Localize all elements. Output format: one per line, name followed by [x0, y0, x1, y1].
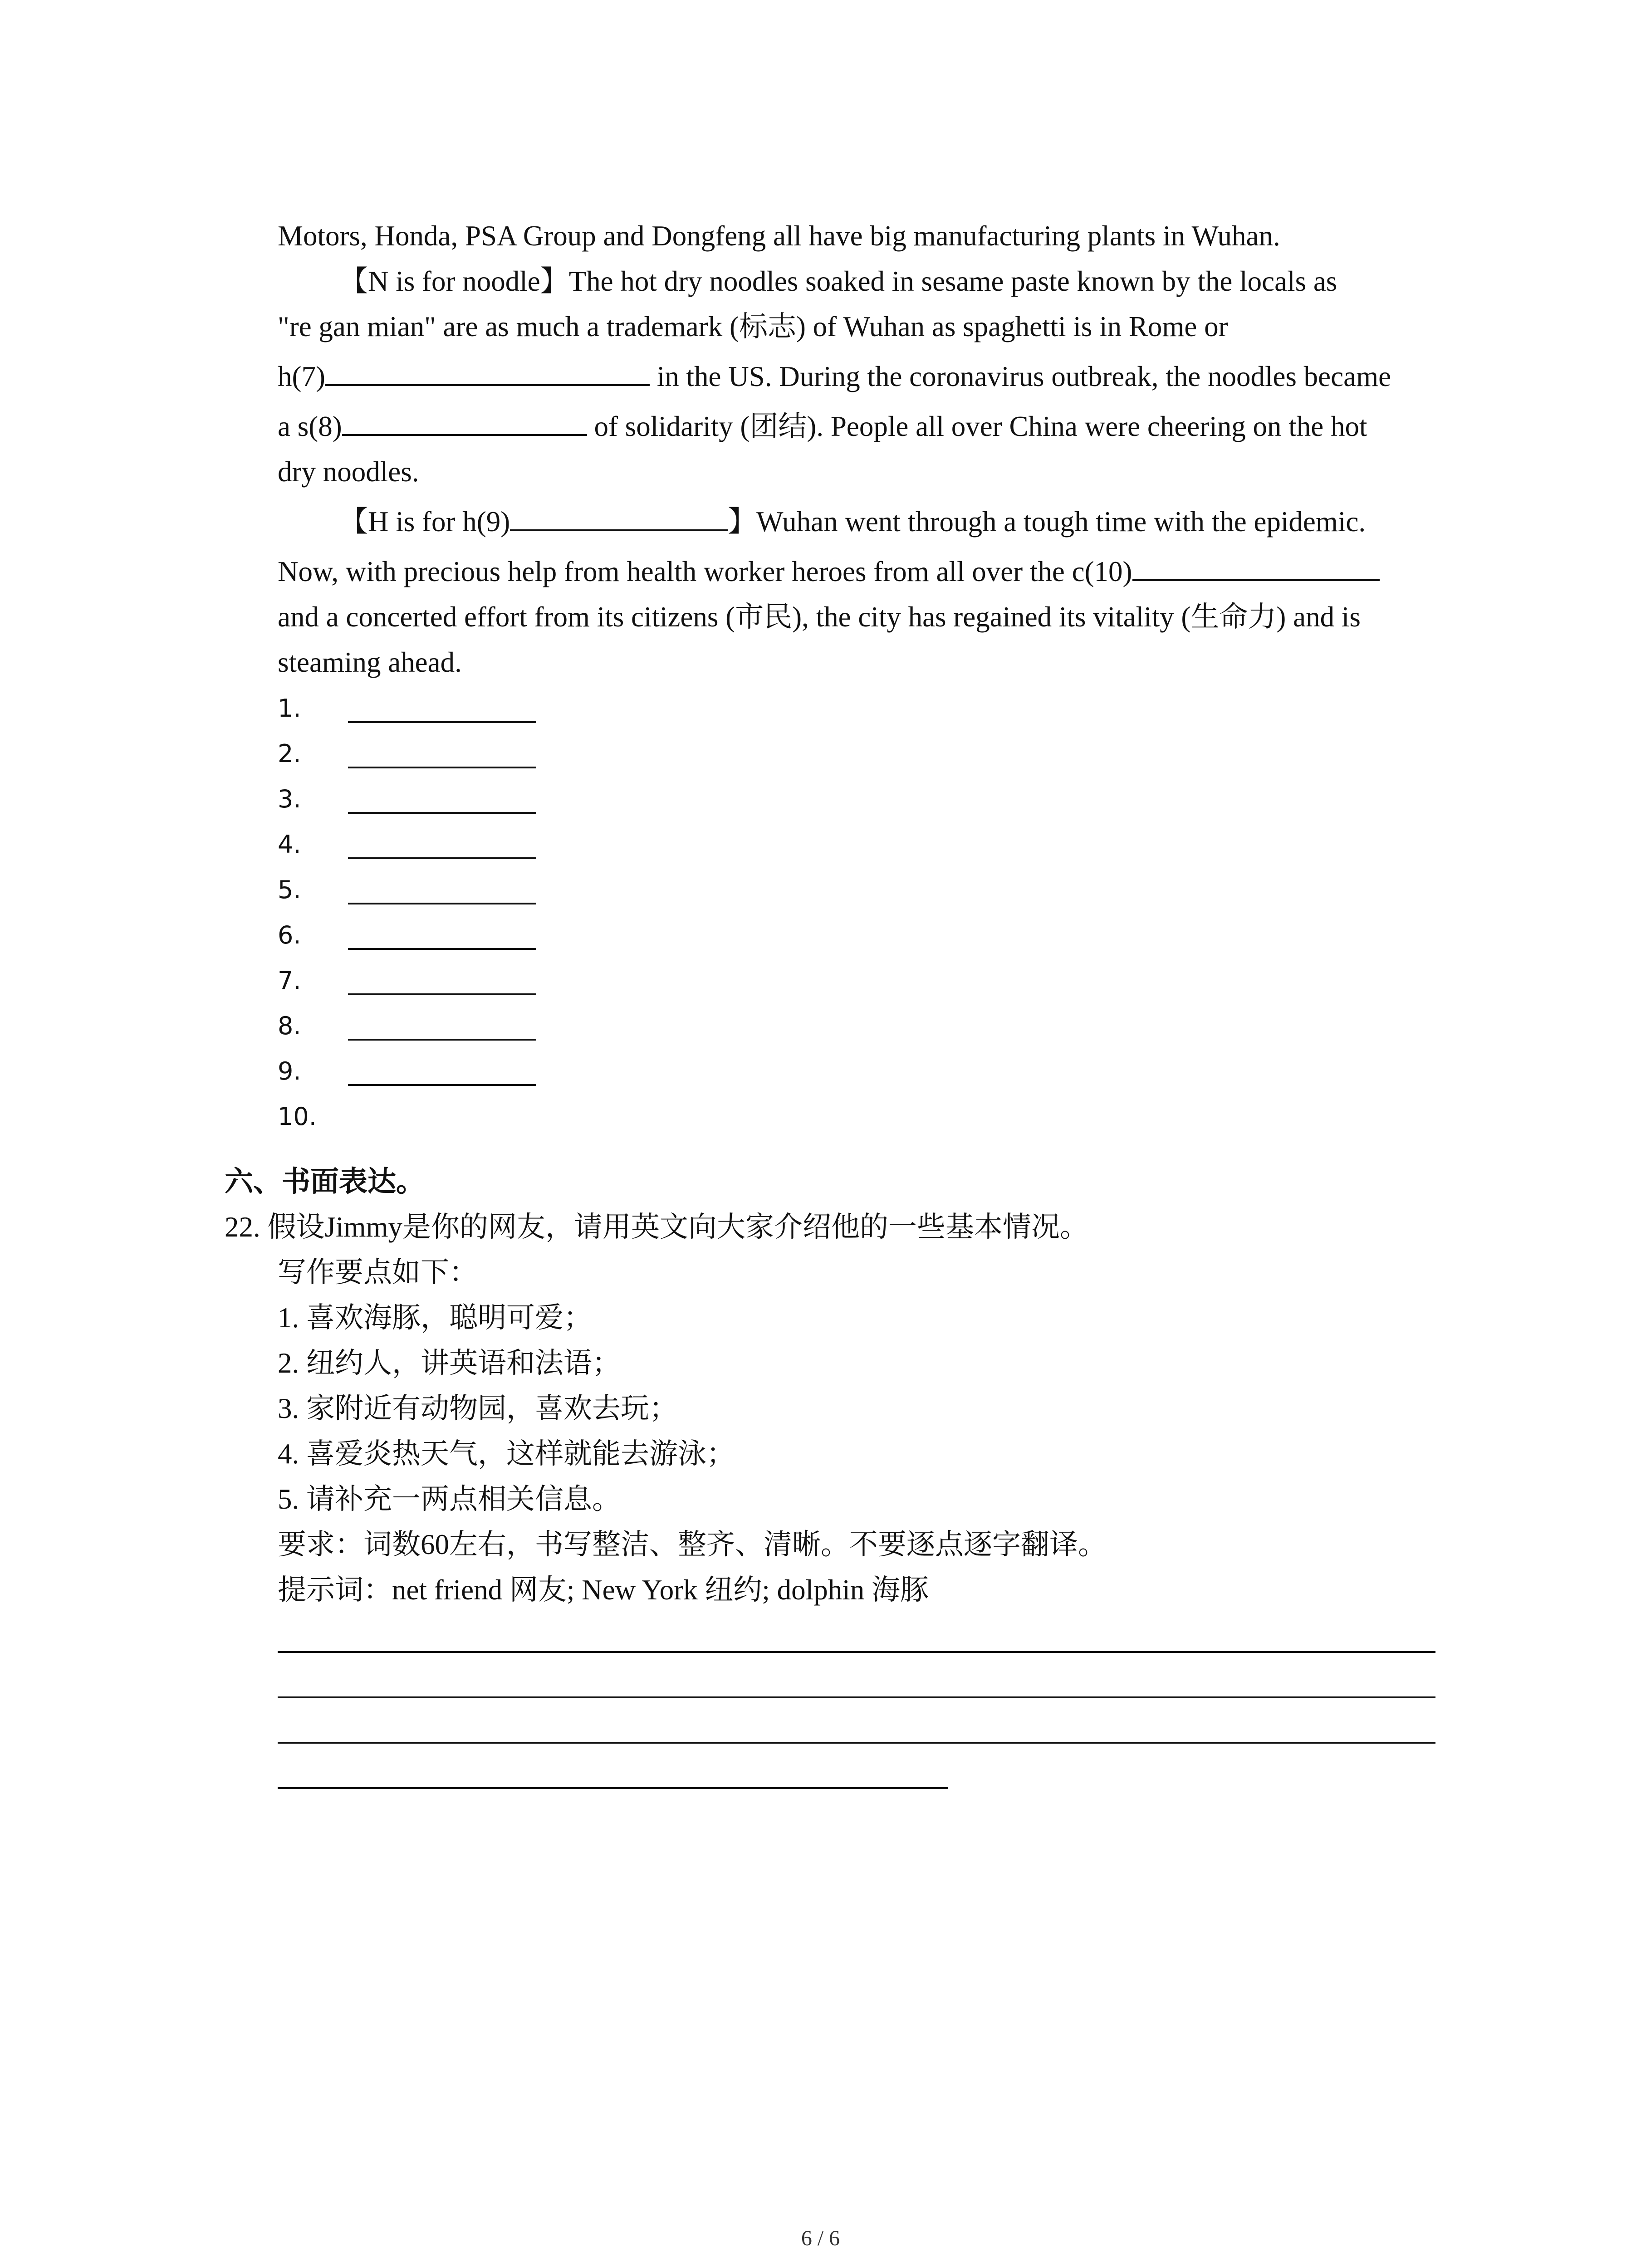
blank-7-prefix: h(7): [278, 361, 325, 392]
answer-blank[interactable]: [348, 812, 536, 814]
passage-line-7: [339, 503, 1366, 540]
passage-line-5-text: of solidarity (团结). People all over China were cheering on the hot: [587, 411, 1367, 442]
blank-8-prefix: a s(8): [278, 411, 342, 442]
answer-number: 2.: [278, 739, 301, 768]
writing-requirement: 要求：词数60左右，书写整洁、整齐、清晰。不要逐点逐字翻译。: [278, 1529, 1107, 1560]
page-number: 6 / 6: [801, 2226, 840, 2250]
blank-7[interactable]: [325, 358, 650, 386]
points-intro: 写作要点如下：: [278, 1256, 478, 1288]
answer-row-2: [278, 736, 595, 772]
passage-line-7-text: 】Wuhan went through a tough time with the epidemic.: [728, 506, 1366, 538]
passage-line-2: 【N is for noodle】The hot dry noodles soaked in sesame paste known by the locals as: [339, 265, 1337, 297]
answer-blank[interactable]: [348, 857, 536, 859]
passage-line-1: Motors, Honda, PSA Group and Dongfeng all have big manufacturing plants in Wuhan.: [278, 220, 1280, 252]
passage-line-10: steaming ahead.: [278, 646, 462, 678]
question-22: 22. 假设Jimmy是你的网友，请用英文向大家介绍他的一些基本情况。: [225, 1211, 1089, 1243]
answer-number: 4.: [278, 830, 301, 859]
writing-line-4[interactable]: [278, 1787, 948, 1789]
passage-line-3: "re gan mian" are as much a trademark (标志) of Wuhan as spaghetti is in Rome or: [278, 311, 1228, 342]
answer-number: 1.: [278, 694, 301, 723]
writing-point-1: 1. 喜欢海豚，聪明可爱；: [278, 1302, 592, 1334]
answer-row-4: [278, 826, 595, 863]
passage-line-6: dry noodles.: [278, 456, 419, 488]
answer-row-7: [278, 963, 595, 999]
answer-row-1: [278, 690, 595, 727]
answer-blank[interactable]: [348, 1084, 536, 1086]
answer-blank[interactable]: [348, 767, 536, 768]
answer-row-9: [278, 1053, 595, 1090]
answer-row-3: [278, 781, 595, 817]
answer-blank[interactable]: [348, 721, 536, 723]
blank-8[interactable]: [342, 408, 587, 436]
passage-line-8: [278, 553, 1380, 590]
passage-line-8-text: Now, with precious help from health worker heroes from all over the c(10): [278, 556, 1132, 587]
writing-line-2[interactable]: [278, 1696, 1435, 1698]
answer-number: 5.: [278, 875, 301, 904]
writing-line-3[interactable]: [278, 1742, 1435, 1744]
writing-point-2: 2. 纽约人，讲英语和法语；: [278, 1347, 621, 1379]
answer-blank[interactable]: [348, 993, 536, 995]
writing-point-3: 3. 家附近有动物园，喜欢去玩；: [278, 1393, 678, 1424]
answer-number: 10.: [278, 1102, 317, 1131]
section-title: 六、书面表达。: [225, 1166, 425, 1198]
answer-row-10: [278, 1099, 595, 1135]
answer-row-6: [278, 917, 595, 953]
answer-number: 7.: [278, 966, 301, 995]
passage-line-4-text: in the US. During the coronavirus outbreak, the noodles became: [649, 361, 1391, 392]
writing-point-5: 5. 请补充一两点相关信息。: [278, 1483, 621, 1515]
blank-9[interactable]: [510, 503, 728, 531]
answer-number: 9.: [278, 1057, 301, 1085]
answer-blank[interactable]: [348, 1039, 536, 1041]
answer-row-8: [278, 1008, 595, 1044]
blank-9-prefix: 【H is for h(9): [339, 506, 510, 538]
passage-line-9: and a concerted effort from its citizens (市民), the city has regained its vitality (生命力) and is: [278, 601, 1361, 633]
blank-10[interactable]: [1132, 553, 1380, 581]
passage-line-4: [278, 358, 1391, 395]
writing-point-4: 4. 喜爱炎热天气，这样就能去游泳；: [278, 1438, 735, 1470]
answer-row-5: [278, 872, 595, 908]
answer-number: 6.: [278, 921, 301, 949]
answer-blank[interactable]: [348, 948, 536, 950]
answer-blank[interactable]: [348, 903, 536, 904]
writing-line-1[interactable]: [278, 1651, 1435, 1653]
passage-line-5: [278, 408, 1367, 445]
answer-number: 3.: [278, 785, 301, 813]
writing-hint: 提示词：net friend 网友; New York 纽约; dolphin 海豚: [278, 1574, 929, 1606]
answer-number: 8.: [278, 1012, 301, 1040]
